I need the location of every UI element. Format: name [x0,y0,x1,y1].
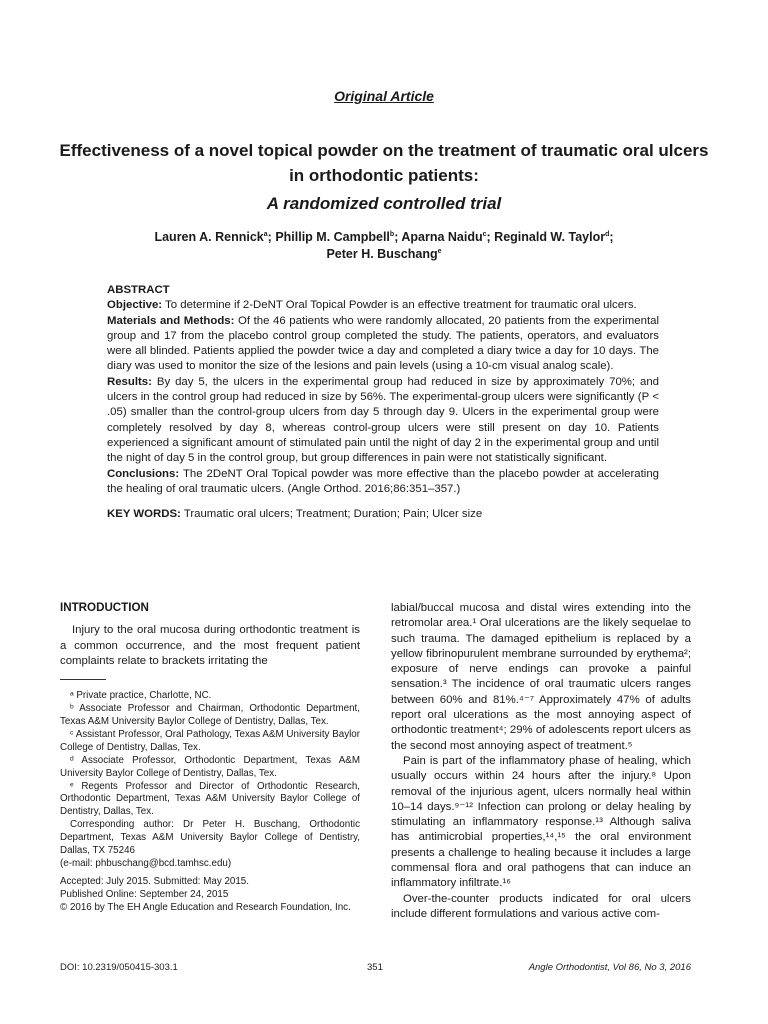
keywords [107,507,659,522]
author-name: Phillip M. Campbell [275,230,390,244]
corresponding-email: (e-mail: phbuschang@bcd.tamhsc.edu) [60,857,232,869]
author-name: Peter H. Buschang [326,247,438,261]
footnote-affiliation: ᶜ Assistant Professor, Oral Pathology, Texas A&M University Baylor College of Dentistry, Dallas, Tex. [60,728,360,753]
author-separator: ; [267,230,276,244]
footnote-affiliation: ᵃ Private practice, Charlotte, NC. [70,690,212,702]
footnote-divider [60,679,106,680]
intro-paragraph: Injury to the oral mucosa during orthodontic treatment is a common occurrence, and the most frequent patient complaints relate to brackets irritating the [60,624,360,667]
abstract-results [107,375,659,467]
intro-paragraph: Over-the-counter products indicated for oral ulcers include different formulations and various active com- [391,892,691,920]
doi-label: DOI: 10.2319/050415-303.1 [60,962,178,973]
left-column [60,600,360,915]
page-number: 351 [367,962,383,973]
right-column [391,601,691,922]
author-affiliation-mark: b [389,230,395,238]
footnotes [60,690,360,914]
author-separator: ; [609,230,614,244]
objective-text: To determine if 2-DeNT Oral Topical Powder is an effective treatment for traumatic oral ulcers. [165,299,637,312]
author [154,230,275,244]
intro-paragraph: Pain is part of the inflammatory phase of healing, which usually occurs within 24 hours after the injury.⁸ Upon removal of the injurious agent, ulcers normally heal within 10–14 days.⁹⁻¹² Infection can prolong or delay healing by stimulating an inflammatory response.¹³ Although saliva has antimicrobial properties,¹⁴,¹⁵ the oral environment presents a challenge to healing because it includes a large commensal flora and oral pathogens that can induce an inflammatory infiltrate.¹⁶ [391,754,691,890]
author-name: Aparna Naidu [401,230,483,244]
abstract-conclusions [107,467,659,498]
methods-label: Materials and Methods: [107,314,235,327]
author-list [90,229,678,263]
conclusions-text: The 2DeNT Oral Topical powder was more effective than the placebo powder at accelerating the healing of oral traumatic ulcers. (Angle Orthod. 2016;86:351–357.) [107,467,659,495]
accepted-date: Accepted: July 2015. Submitted: May 2015. [60,875,249,887]
article-type-label: Original Article [334,88,434,104]
keywords-text: Traumatic oral ulcers; Treatment; Duration; Pain; Ulcer size [183,508,483,521]
author [494,230,613,244]
footnote-affiliation: ᵇ Associate Professor and Chairman, Orthodontic Department, Texas A&M University Baylor College of Dentistry, Dallas, Tex. [60,703,360,727]
author-separator: ; [486,230,495,244]
author-name: Lauren A. Rennick [154,230,264,244]
corresponding-author: Corresponding author: Dr Peter H. Buschang, Orthodontic Department, Texas A&M University Baylor College of Dentistry, Dallas, TX 75246 [60,819,360,857]
abstract-objective [107,298,659,313]
journal-citation: Angle Orthodontist, Vol 86, No 3, 2016 [528,962,691,973]
article-title: Effectiveness of a novel topical powder on the treatment of traumatic oral ulcers in orthodontic patients: [59,141,709,185]
author-affiliation-mark: e [437,247,442,255]
abstract-heading: ABSTRACT [107,284,170,296]
methods-text: Of the 46 patients who were randomly allocated, 20 patients from the experimental group and 17 from the placebo control group completed the study. The patients, operators, and evaluators were all blinded. Patients applied the powder twice a day and completed a diary twice a day for 10 days. The diary was used to monitor the size of the lesions and pain levels (using a 10-cm visual analog scale). [107,314,659,373]
results-label: Results: [107,375,152,388]
author [401,230,494,244]
objective-label: Objective: [107,299,163,312]
article-subtitle: A randomized controlled trial [266,194,502,213]
introduction-heading: INTRODUCTION [60,601,149,614]
author [275,230,401,244]
author-affiliation-mark: d [605,230,610,238]
abstract-section [107,283,659,522]
author-affiliation-mark: c [482,230,487,238]
published-date: Published Online: September 24, 2015 [60,888,229,900]
footnote-affiliation: ᵈ Associate Professor, Orthodontic Department, Texas A&M University Baylor College of Dentistry, Dallas, Tex. [60,754,360,779]
page-footer [60,962,691,978]
author-affiliation-mark: a [263,230,268,238]
author-separator: ; [394,230,402,244]
footnote-affiliation: ᵉ Regents Professor and Director of Orthodontic Research, Orthodontic Department, Texas A&M University Baylor College of Dentistry, Dallas, Tex. [60,780,360,818]
intro-paragraph: labial/buccal mucosa and distal wires extending into the retromolar area.¹ Oral ulcerations are the likely sequelae to such trauma. The damaged epithelium is replaced by a yellow fibrinopurulent membrane surrounded by erythema²; exposure of nerve endings can provoke a painful sensation.³ The incidence of oral traumatic ulcers ranges between 60% and 81%.⁴⁻⁷ Approximately 47% of adults report oral ulcerations as the most annoying aspect of orthodontic treatment⁴; 29% of adolescents report ulcers as the second most annoying aspect of treatment.⁵ [391,602,691,752]
conclusions-label: Conclusions: [107,467,180,480]
abstract-methods [107,314,659,375]
keywords-label: KEY WORDS: [107,508,181,521]
copyright-notice: © 2016 by The EH Angle Education and Research Foundation, Inc. [60,901,351,913]
author-name: Reginald W. Taylor [494,230,606,244]
results-text: By day 5, the ulcers in the experimental group had reduced in size by approximately 70%; and ulcers in the control group had reduced in size by 56%. The experimental-group ulcers were significantly (P < .05) smaller than the control-group ulcers from day 5 through day 9. Ulcers in the experimental group were completely resolved by day 8, whereas control-group ulcers were still present on day 10. Patients experienced a significant amount of stimulated pain until the night of day 2 in the experimental group and until the night of day 5 in the control group, but group differences in pain were not statistically significant. [107,375,659,465]
author [326,247,441,261]
